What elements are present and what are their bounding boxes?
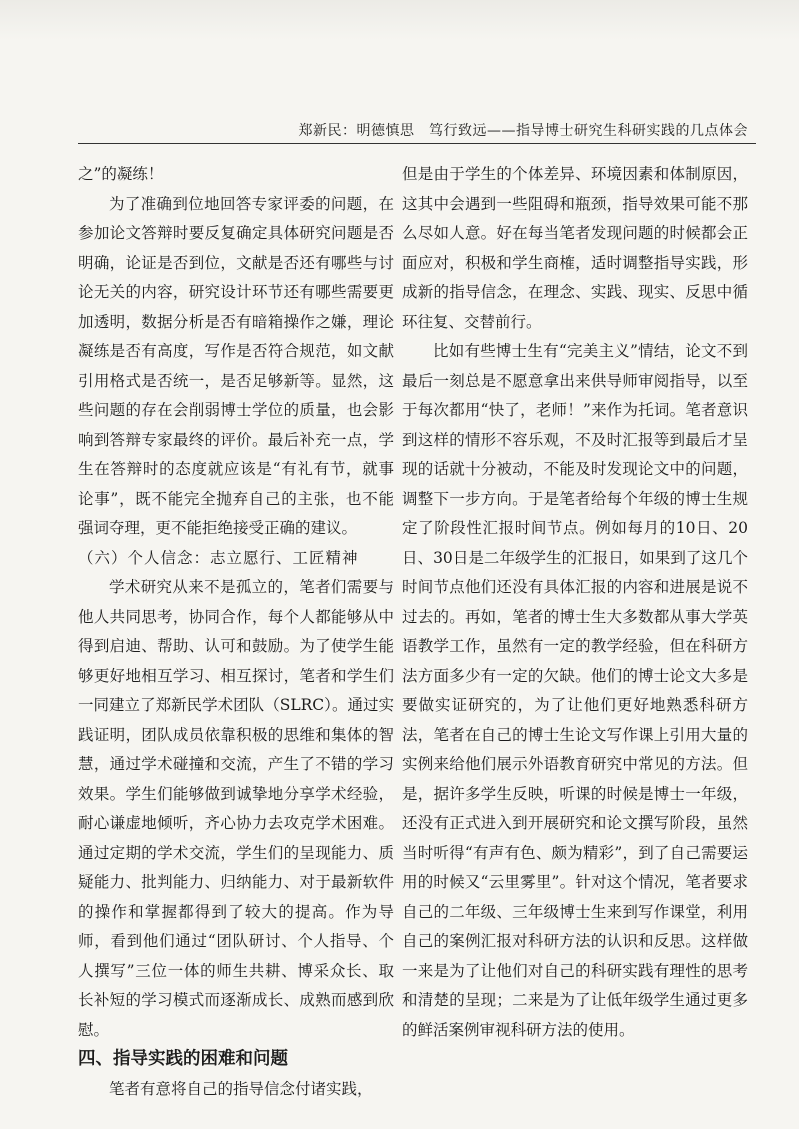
subsection-heading: （六）个人信念：志立愿行、工匠精神 [78,548,359,567]
paragraph: 之”的凝练！ [78,165,164,183]
header-rule [78,143,756,144]
left-column [78,160,394,1104]
running-header: 郑新民：明德慎思 笃行致远——指导博士研究生科研实践的几点体会 [298,123,748,139]
paragraph: 比如有些博士生有“完美主义”情结，论文不到最后一刻总是不愿意拿出来供导师审阅指导，以至于每次都用“快了，老师！”来作为托词。笔者意识到这样的情形不容乐观，不及时汇报等到最后才呈现的话就十分被动，不能及时发现论文中的问题，调整下一步方向。于是笔者给每个年级的博士生规定了阶段性汇报时间节点。例如每月的10日、20日、30日是二年级学生的汇报日，如果到了这几个时间节点他们还没有具体汇报的内容和进展是说不过去的。再如，笔者的博士生大多数都从事大学英语教学工作，虽然有一定的教学经验，但在科研方法方面多少有一定的欠缺。他们的博士论文大多是要做实证研究的，为了让他们更好地熟悉科研方法，笔者在自己的博士生论文写作课上引用大量的实例来给他们展示外语教育研究中常见的方法。但是，据许多学生反映，听课的时候是博士一年级，还没有正式进入到开展研究和论文撰写阶段，虽然当时听得“有声有色、颇为精彩”，到了自己需要运用的时候又“云里雾里”。针对这个情况，笔者要求自己的二年级、三年级博士生来到写作课堂，利用自己的案例汇报对科研方法的认识和反思。这样做一来是为了让他们对自己的科研实践有理性的思考和清楚的呈现；二来是为了让低年级学生通过更多的鲜活案例审视科研方法的使用。 [402,342,748,1039]
paragraph: 但是由于学生的个体差异、环境因素和体制原因，这其中会遇到一些阻碍和瓶颈，指导效果可能不那么尽如人意。好在每当笔者发现问题的时候都会正面应对，积极和学生商榷，适时调整指导实践，形成新的指导信念，在理念、实践、现实、反思中循环往复、交替前行。 [402,165,748,331]
paragraph: 学术研究从来不是孤立的，笔者们需要与他人共同思考，协同合作，每个人都能够从中得到启迪、帮助、认可和鼓励。为了使学生能够更好地相互学习、相互探讨，笔者和学生们一同建立了郑新民学术团队（SLRC）。通过实践证明，团队成员依靠积极的思维和集体的智慧，通过学术碰撞和交流，产生了不错的学习效果。学生们能够做到诚挚地分享学术经验，耐心谦虚地倾听，齐心协力去攻克学术困难。通过定期的学术交流，学生们的呈现能力、质疑能力、批判能力、归纳能力、对于最新软件的操作和掌握都得到了较大的提高。作为导师，看到他们通过“团队研讨、个人指导、个人撰写”三位一体的师生共耕、博采众长、取长补短的学习模式而逐渐成长、成熟而感到欣慰。 [78,578,394,1039]
right-column [402,160,748,1045]
section-heading: 四、指导实践的困难和问题 [78,1049,288,1069]
paragraph: 笔者有意将自己的指导信念付诸实践， [109,1079,373,1098]
paragraph: 为了准确到位地回答专家评委的问题，在参加论文答辩时要反复确定具体研究问题是否明确，论证是否到位，文献是否还有哪些与讨论无关的内容，研究设计环节还有哪些需要更加透明，数据分析是否有暗箱操作之嫌，理论凝练是否有高度，写作是否符合规范，如文献引用格式是否统一，是否足够新等。显然，这些问题的存在会削弱博士学位的质量，也会影响到答辩专家最终的评价。最后补充一点，学生在答辩时的态度就应该是“有礼有节，就事论事”，既不能完全抛弃自己的主张，也不能强词夺理，更不能拒绝接受正确的建议。 [78,194,394,537]
